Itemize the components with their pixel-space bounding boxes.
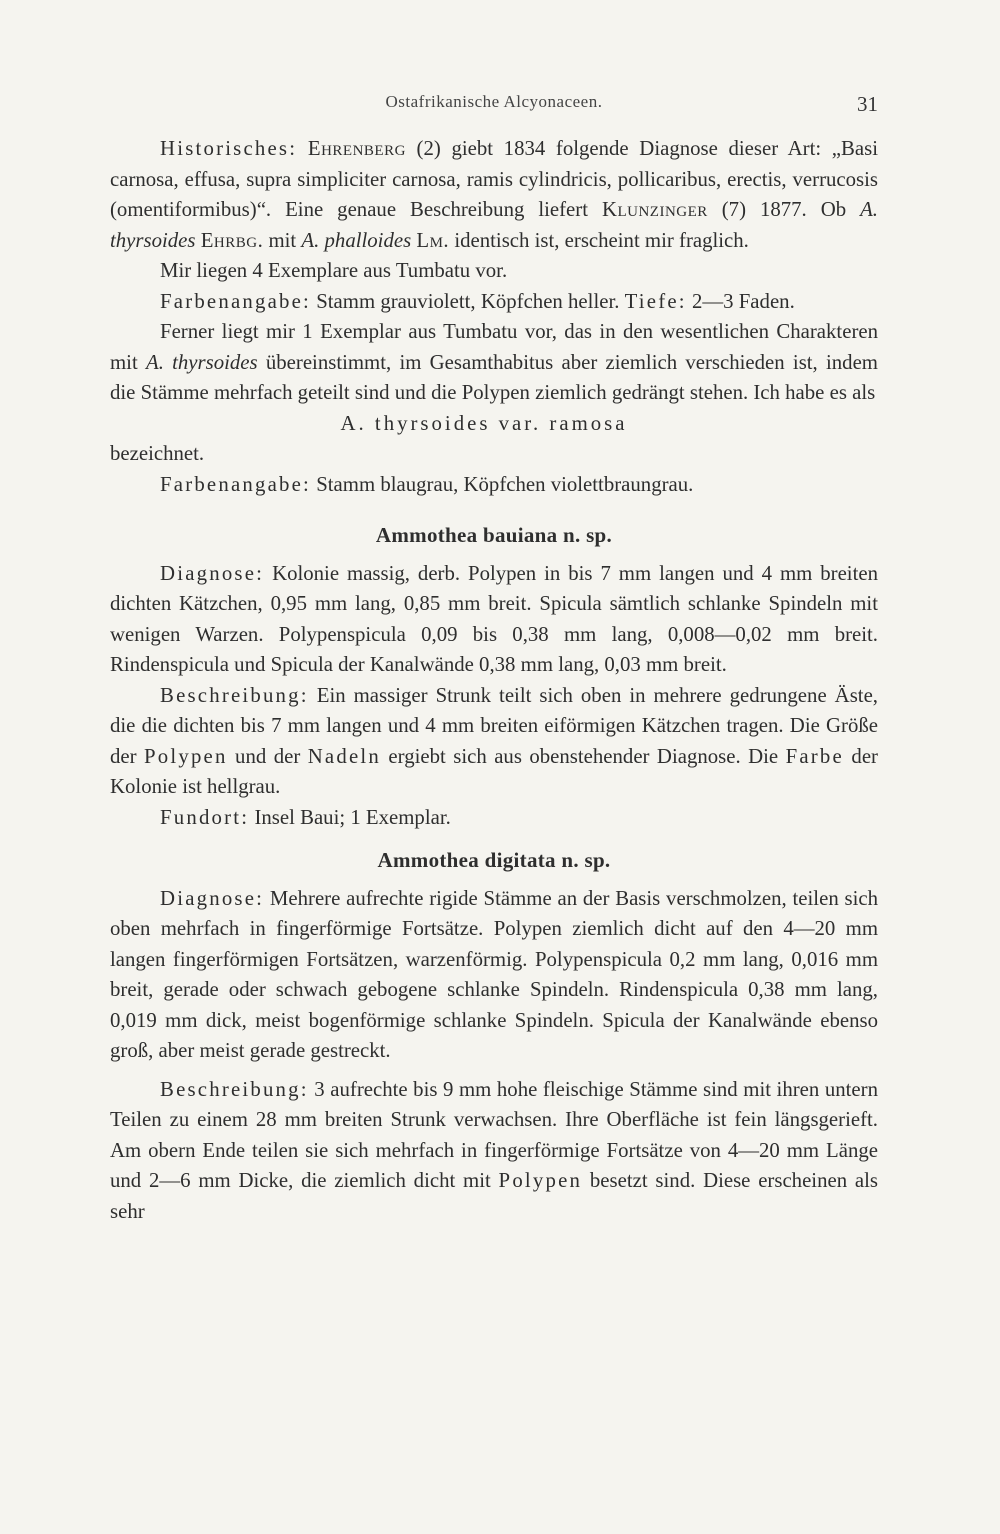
paragraph-specimens: Mir liegen 4 Exemplare aus Tumbatu vor. [160, 259, 508, 282]
paragraph-label: Farbenangabe: [160, 472, 312, 496]
text-run: besetzt sind. Diese erscheinen als sehr [110, 1169, 878, 1223]
text-run: 3 aufrechte bis 9 mm hohe fleischige Stämme sind mit ihren untern Teilen zu einem 28 mm breiten Strunk verwachsen. Ihre Oberfläche ist fein längsgerieft. Am obern Ende teilen sie sich mehrfach in fingerförmige Fortsätze von 4—20 mm Länge und 2—6 mm Dicke, die ziemlich dicht mit [110, 1077, 878, 1192]
text-run: 2—3 Faden. [686, 289, 795, 313]
text-run: Mehrere aufrechte rigide Stämme an der Basis verschmolzen, teilen sich oben mehrfach in fingerförmige Fortsätze. Polypen ziemlich dicht auf den 4—20 mm langen fingerförmigen Fortsätzen, warzenförmig. Polypenspicula 0,2 mm lang, 0,016 mm breit, gerade oder schwach gebogene schlanke Spindeln. Rindenspicula 0,38 mm lang, 0,019 mm dick, meist bogenförmige schlanke Spindeln. Spicula der Kanalwände ebenso groß, aber meist gerade gestreckt. [110, 886, 878, 1062]
paragraph-historisches [110, 134, 878, 256]
page-body [110, 134, 878, 1227]
text-run: (2) giebt 1834 folgende Diagnose dieser Art: „Basi carnosa, effusa, supra simpliciter carnosa, ramis cylindricis, pollicaribus, erectis, verrucosis (omentiformibus)“. Eine genaue Beschreibung liefert [110, 137, 879, 221]
paragraph-variety [110, 317, 878, 409]
text-run [297, 137, 308, 160]
variety-name: A. thyrsoides var. ramosa [340, 411, 628, 435]
paragraph-beschreibung [110, 681, 878, 803]
text-run: ergiebt sich aus obenstehender Diagnose. Die [380, 744, 786, 768]
paragraph-label: Beschreibung: [160, 683, 309, 707]
paragraph-farbenangabe-2 [110, 470, 878, 501]
section-heading-bauiana: Ammothea bauiana n. sp. [375, 523, 613, 547]
paragraph-diagnose [110, 559, 878, 681]
paragraph-diagnose [110, 884, 878, 1067]
spaced-term: Nadeln [307, 744, 381, 768]
text-run: Stamm grauviolett, Köpfchen heller. [311, 289, 625, 313]
text-run: mit [263, 228, 302, 252]
text-run: Kolonie massig, derb. Polypen in bis 7 mm langen und 4 mm breiten dichten Kätzchen, 0,95 mm lang, 0,85 mm breit. Spicula sämtlich schlanke Spindeln mit wenigen Warzen. Polypenspicula 0,09 bis 0,38 mm lang, 0,008—0,02 mm breit. Rindenspicula und Spicula der Kanalwände 0,38 mm lang, 0,03 mm breit. [110, 561, 878, 676]
text-run: Ein massiger Strunk teilt sich oben in mehrere gedrungene Äste, die die dichten bis 7 mm langen und 4 mm breiten eiförmigen Kätzchen tragen. Die Größe der [110, 683, 878, 768]
section-heading-digitata: Ammothea digitata n. sp. [377, 848, 611, 872]
paragraph-beschreibung [110, 1075, 878, 1228]
text-run: Ferner liegt mir 1 Exemplar aus Tumbatu vor, das in den wesentlichen Charakteren mit [110, 320, 878, 374]
paragraph-gap [110, 1067, 878, 1075]
species-name: A. thyrsoides [145, 350, 258, 374]
author-name: Ehrbg. [200, 228, 264, 252]
text-run: Stamm blaugrau, Köpfchen violettbraungrau. [311, 472, 694, 496]
paragraph-label: Beschreibung: [160, 1077, 309, 1101]
running-title: Ostafrikanische Alcyonaceen. [385, 92, 603, 111]
text-run: der Kolonie ist hellgrau. [110, 744, 878, 798]
paragraph-label: Diagnose: [160, 561, 265, 585]
author-name: Klunzinger [601, 198, 708, 221]
species-name: A. phalloides [301, 228, 412, 252]
spaced-term: Farbe [785, 744, 844, 768]
spaced-term: Polypen [498, 1169, 583, 1192]
spaced-term: Polypen [144, 744, 228, 768]
paragraph-fundort [110, 803, 878, 834]
species-name: A. thyrsoides [110, 198, 878, 252]
paragraph-bezeichnet: bezeichnet. [110, 442, 205, 465]
text-run: (7) 1877. Ob [707, 198, 861, 221]
page-number: 31 [857, 92, 878, 116]
text-run: identisch ist, erscheint mir fraglich. [449, 228, 749, 252]
paragraph-label: Farbenangabe: [160, 289, 312, 313]
paragraph-label: Diagnose: [160, 886, 265, 910]
paragraph-label: Historisches: [160, 137, 298, 160]
text-run: Insel Baui; 1 Exemplar. [249, 805, 451, 829]
paragraph-farbenangabe [110, 287, 878, 318]
paragraph-label: Tiefe: [624, 289, 687, 313]
running-head [110, 92, 878, 120]
author-name: Lm. [416, 228, 450, 252]
text-run: und der [227, 744, 308, 768]
author-name: Ehrenberg [307, 137, 406, 160]
text-run: übereinstimmt, im Gesamthabitus aber ziemlich verschieden ist, indem die Stämme mehrfach geteilt sind und die Polypen ziemlich gedrängt stehen. Ich habe es als [110, 350, 878, 404]
paragraph-label: Fundort: [160, 805, 250, 829]
